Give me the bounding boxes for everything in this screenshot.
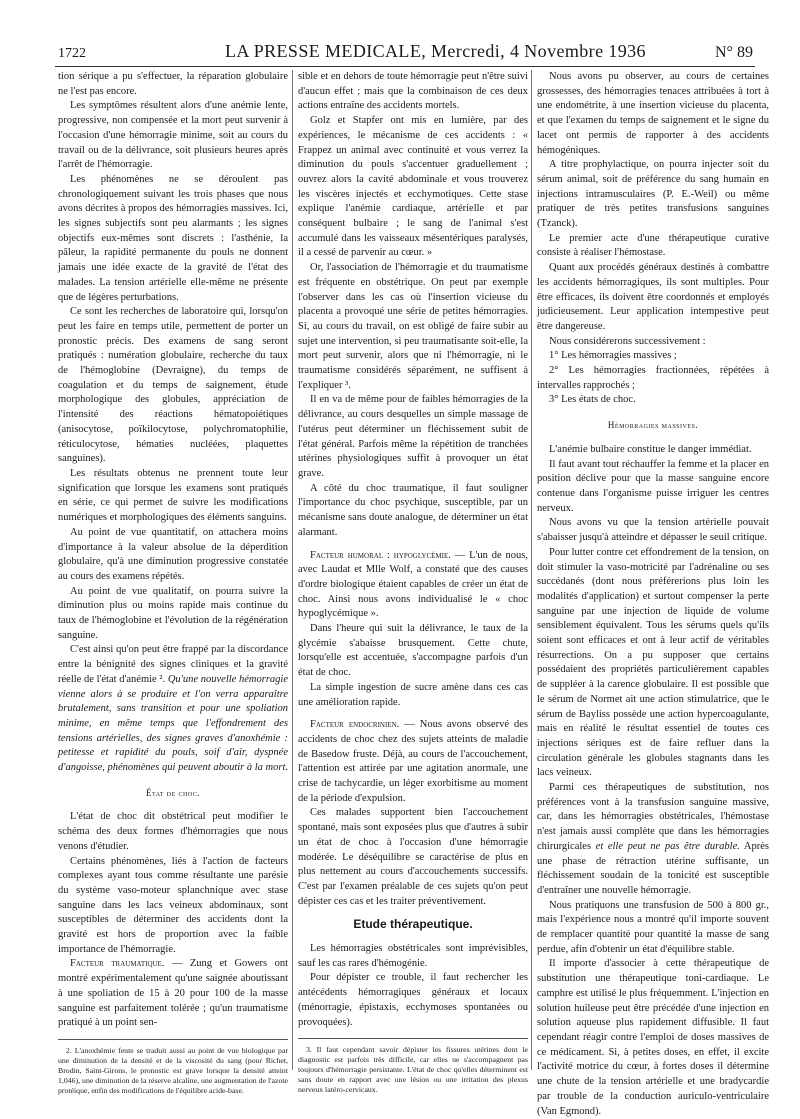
paragraph: L'état de choc dit obstétrical peut modifier le schéma des deux formes d'hémorragies que nous venons d'étudier. [58,811,288,852]
paragraph: Les résultats obtenus ne prennent toute leur signification que lorsque les examens sont pratiqués en série, ce qui permet de suivre les modifications numériques et morphologiques des éléments sanguins. [58,467,288,524]
column-1 [58,70,288,1096]
paragraph [58,957,288,1031]
journal-title: LA PRESSE MEDICALE, Mercredi, 4 Novembre 1936 [225,41,646,61]
footnote-rule [58,1039,288,1040]
paragraph: Dans l'heure qui suit la délivrance, le taux de la glycémie s'abaisse brusquement. Cette chute, lorsqu'elle est accentuée, s'accompagne parfois d'un état de choc. [298,623,528,679]
paragraph-text: — L'un de nous, avec Laudat et Mlle Wolf, a constaté que des causes d'ordre biologique étaient capables de créer un état de choc. Ainsi nous avons individualisé le « choc hypoglycémique ». [298,549,528,620]
paragraph: Nous pratiquons une transfusion de 500 à 800 gr., mais l'expérience nous a montré qu'il importe souvent de remplacer quantité pour quantité la masse de sang perdue, afin d'obtenir un état d'équilibre stable. [537,899,769,955]
paragraph: A côté du choc traumatique, il faut souligner l'importance du choc psychique, susceptible, par un mécanisme sans doute analogue, de déterminer un état alarmant. [298,482,528,538]
paragraph [58,643,288,775]
paragraph: Il en va de même pour de faibles hémorragies de la délivrance, au cours desquelles un simple massage de l'utérus peut déterminer un fléchissement subit de l'état général. Parfois même la répétition de tranchées utérines physiologiques suffit à provoquer un état grave. [298,394,528,479]
issue-number: N° 89 [715,44,753,61]
paragraph-italic-text: et elle peut ne pas être durable. [595,840,740,852]
paragraph: Ces malades supportent bien l'accouchement spontané, mais sont exposées plus que d'autres à subir un état de choc à l'occasion d'une hémorragie modérée. Le déséquilibre se caractérise de plus en plus nettement au cours d'accouchements successifs. C'est par l'examen préalable de ces sujets qu'on peut dépister ces cas et les traiter préventivement. [298,807,528,907]
paragraph: Le premier acte d'une thérapeutique curative consiste à réaliser l'hémostase. [537,232,769,259]
paragraph: Ce sont les recherches de laboratoire qui, lorsqu'on peut les faire en temps utile, permettent de porter un pronostic précis. Des examens de sang seront pratiqués : numération globulaire, recherche du taux de l'hémoglobine (Devraigne), du temps de coagulation et du temps de saignement, étude morphologique des globules, appréciation de l'intensité des réactions hématopoiétiques (anisocytose, poïkilocytose, polychromatophilie, réticulocytose, hématies nucléées, plaquettes sanguines). [58,306,288,465]
column-3 [537,70,769,1119]
paragraph: Golz et Stapfer ont mis en lumière, par des expériences, le mécanisme de ces accidents : « Frappez un animal avec continuité et vous verrez la diminution du pouls s'accentuer graduellement ; ouvrez alors la cavité abdominale et vous trouverez les viscères injectés et ecchymotiques. Cette stase explique l'anémie cardiaque, artérielle et par conséquent bulbaire ; le sang de l'animal s'est accumulé dans les vaisseaux mésentériques paralysés, il a cessé de parvenir au cœur. » [298,115,528,259]
paragraph: Pour lutter contre cet effondrement de la tension, on doit stimuler la vaso-motricité par l'adrénaline ou ses succédanés (dont nous préférerions plus loin les modalités d'application) et surtout compenser la perte sanguine par une injection de liquide de volume sensiblement équivalent. Tous les sérums quels qu'ils soient sont efficaces et ont à leur actif de véritables résurrections. On a pu supposer que certains possédaient des propriétés particulièrement capables de suppléer à la carence globulaire. Il est possible que le sérum de Normet ait une action stimulatrice, que le sérum de Bayliss possède une action hypercoagulante, mais en réalité le résultat essentiel de toutes ces injections sériques est de faire refluer dans la circulation générale les globules stagnants dans les lacs veineux. [537,546,769,779]
paragraph: L'anémie bulbaire constitue le danger immédiat. [549,443,752,455]
list-item: 3° Les états de choc. [549,394,636,406]
column-divider [531,70,532,1070]
run-in-heading: Facteur traumatique. [70,958,165,970]
paragraph-text: — Zung et Gowers ont montré expérimentalement qu'une saignée aboutissant à une spoliation de 15 à 20 pour 100 de la masse sanguine est parfaitement tolérée ; qu'un traumatisme pratiqué à un point sen- [58,958,288,1029]
section-heading: État de choc. [146,787,200,798]
paragraph [298,549,528,623]
paragraph: Quant aux procédés généraux destinés à combattre les accidents hémorragiques, ils sont multiples. Pour être efficaces, ils doivent être coordonnés et employés judicieusement. Leur application intempestive peut être dangereuse. [537,262,769,332]
column-2 [298,70,528,1095]
paragraph [298,718,528,806]
paragraph: sible et en dehors de toute hémorragie peut n'être suivi d'aucun effet ; mais que la combinaison de ces deux actions entraîne des accidents mortels. [298,71,528,112]
paragraph: Pour dépister ce trouble, il faut rechercher les antécédents hémorragiques généraux et locaux (ménorragie, épistaxis, ecchymoses spontanées ou provoquées). [298,972,528,1028]
page-header [0,38,800,68]
paragraph-text: C'est ainsi qu'on peut être frappé par la discordance entre la bénignité des signes cliniques et la gravité réelle de l'état d'anémie ². [58,644,288,685]
list-item: 2° Les hémorragies fractionnées, répétées à intervalles rapprochés ; [537,365,769,391]
paragraph: Or, l'association de l'hémorragie et du traumatisme est fréquente en obstétrique. On peut par exemple l'observer dans les cas où l'insertion vicieuse du placenta a provoqué une série de petites hémorragies. Si, au cours du travail, on est obligé de faire subir au sujet une intervention, si peu traumatisante soit-elle, la mort peut survenir, alors que ni l'hémorragie, ni le traumatisme considérés séparément, ne suffisent à l'expliquer ³. [298,262,528,391]
paragraph: A titre prophylactique, on pourra injecter soit du sérum animal, soit de préférence du sang humain en injections intramusculaires (P. E.-Weil) ou même pratiquer de très petites transfusions sanguines (Tzanck). [537,159,769,230]
section-heading: Hémorragies massives. [607,420,699,431]
paragraph: Nous avons pu observer, au cours de certaines grossesses, des hémorragies tenaces attribuées à tort à une endométrite, à une insertion vicieuse du placenta, et que l'examen du temps de saignement et le signe du lacet ont permis de rapporter à des accidents hémogéniques. [537,71,769,156]
section-heading: Etude thérapeutique. [353,917,473,932]
paragraph: tion sérique a pu s'effectuer, la réparation globulaire ne l'est pas encore. [58,71,288,97]
paragraph: Les hémorragies obstétricales sont imprévisibles, sauf les cas rares d'hémogénie. [298,943,528,969]
paragraph-text: — Nous avons observé des accidents de choc chez des sujets atteints de maladie de Basedow fruste. Déjà, au cours de l'accouchement, l'attention est attirée par une agitation anormale, une crise de tachycardie, un léger exorbitisme au moment de la période d'expulsion. [298,719,528,804]
footnote: 2. L'anoxhémie fente se traduit aussi au point de vue biologique par une diminution de la densité et de la viscosité du sang (pour Richet, Brodin, Saint-Girons, le pronostic est grave lorsque la densité atteint 1,046), une diminution de la réserve alcaline, une augmentation de l'azote protéique, enfin des modifications de l'équilibre acide-base. [58,1046,288,1095]
list-item: 1° Les hémorragies massives ; [549,350,677,362]
paragraph-italic-text: Qu'une nouvelle hémorragie vienne alors à se produire et l'on verra apparaître brutalement, sans transition et pour une spoliation minime, en même temps que l'effondrement des tensions artérielles, des signes graves d'anoxhémie : petitesse et rapidité du pouls, soif d'air, dyspnée d'angoisse, phénomènes qui peuvent aboutir à la mort. [58,673,289,774]
paragraph-text: Parmi ces thérapeutiques de substitution, nos préférences vont à la transfusion sanguine massive, car, dans les hémorragies obstétricales, l'hémostase n'est jamais aussi complète que dans les hémorragies chirurgicales [537,782,769,852]
header-rule [55,66,755,67]
paragraph: Au point de vue quantitatif, on attachera moins d'importance à la valeur absolue de la déperdition globulaire, qu'à une diminution progressive constatée au cours des examens répétés. [58,526,288,582]
paragraph: Les symptômes résultent alors d'une anémie lente, progressive, non compensée et la mort peut survenir à l'occasion d'une hémorragie minime, soit au cours du travail ou de la délivrance, soit plusieurs heures après l'arrêt de l'hémorragie. [58,100,288,171]
footnote: 3. Il faut cependant savoir dépister les fissures utérines dont le diagnostic est parfois très difficile, car elles ne s'accompagnent pas toujours d'hémorragie persistante. L'état de choc qu'elles déterminent est sans doute en rapport avec une lésion ou une irritation des plexus nerveux latéro-cervicaux. [298,1045,528,1095]
paragraph-text: Après une phase de rétraction utérine suffisante, un fléchissement soudain de la tonicité est susceptible d'entraîner une nouvelle hémorragie. [537,840,770,896]
paragraph: Il faut avant tout réchauffer la femme et la placer en position déclive pour que la masse sanguine encore contenue dans l'organisme puisse irriguer les centres nerveux. [537,458,769,514]
run-in-heading: Facteur humoral : hypoglycémie. [310,549,451,561]
run-in-heading: Facteur endocrinien. [310,719,400,731]
paragraph: Certains phénomènes, liés à l'action de facteurs complexes ayant tous comme résultante une parésie du système vaso-moteur splanchnique avec stase sanguine dans les lacs veineux abdominaux, sont susceptibles de déterminer des accidents dont la gravité est hors de proportion avec la faible importance de l'hémorragie. [58,855,288,955]
column-divider [292,70,293,1070]
paragraph: Nous considérerons successivement : [549,335,706,347]
paragraph: Nous avons vu que la tension artérielle pouvait s'abaisser jusqu'à atteindre et dépasser le seuil critique. [537,517,769,544]
paragraph: Au point de vue qualitatif, on pourra suivre la diminution plus ou moins rapide mais continue du taux de l'hémoglobine et l'évolution de la régénération sanguine. [58,585,288,641]
footnote-rule [298,1038,528,1039]
page-number: 1722 [58,46,86,61]
paragraph [537,781,769,899]
paragraph: Il importe d'associer à cette thérapeutique de substitution une thérapeutique toni-cardiaque. Le camphre est utilisé le plus fréquemment. L'injection en solution huileuse peut être précédée d'une injection en solution aqueuse plus rapidement diffusible. Il faut cependant réagir contre l'emploi de doses massives de ce médicament. Si, à petites doses, en effet, il excite l'activité motrice du cœur, à fortes doses il détermine une chute de la tension artérielle et une bradycardie par trouble de la conduction auriculo-ventriculaire (Van Egmond). [537,958,769,1117]
paragraph: La simple ingestion de sucre amène dans ces cas une amélioration rapide. [298,681,528,708]
paragraph: Les phénomènes ne se déroulent pas chronologiquement suivant les trois phases que nous avons décrites à propos des hémorragies massives. Ici, les signes subjectifs sont peu alarmants ; les signes objectifs eux-mêmes sont discrets : l'asthénie, la pâleur, la rapidité permanente du pouls ne donnent jamais une idée exacte de la gravité de l'état des malades. La tension artérielle elle-même ne présente que de légères perturbations. [58,173,288,303]
